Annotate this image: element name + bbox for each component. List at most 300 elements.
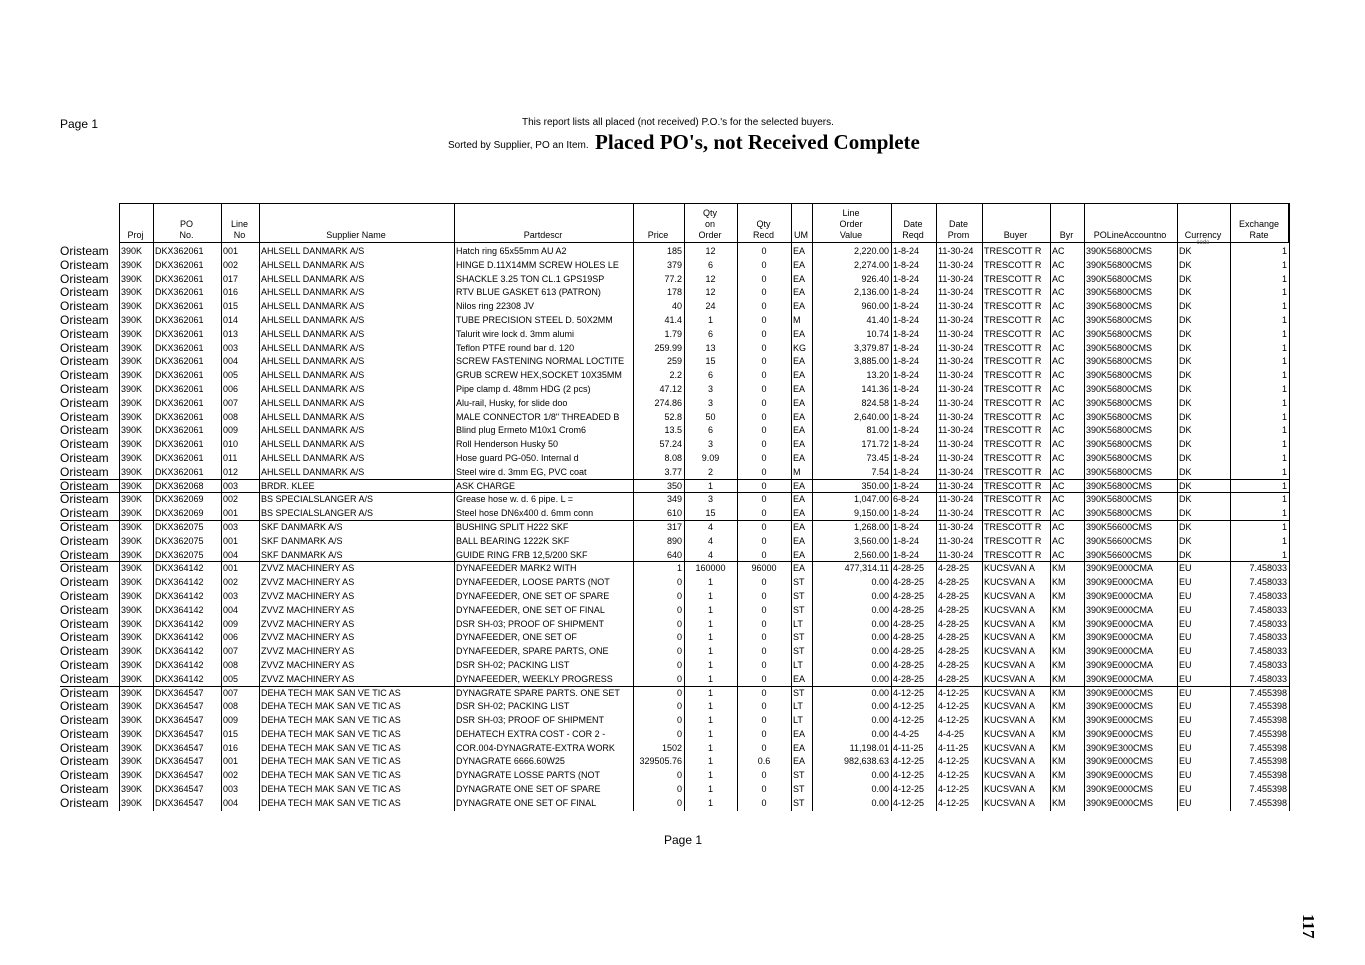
- row-brand: Oristeam: [60, 438, 109, 452]
- cell-recd: 0: [761, 480, 767, 491]
- cell-part: ASK CHARGE: [456, 480, 516, 491]
- cell-um: EA: [793, 301, 806, 312]
- cell-prom: 11-30-24: [938, 356, 974, 367]
- cell-um: EA: [793, 425, 806, 436]
- cell-rate: 7.458033: [1249, 673, 1287, 684]
- cell-byr: KM: [1052, 742, 1066, 753]
- row-brand: Oristeam: [60, 589, 109, 603]
- cell-proj: 390K: [121, 370, 143, 381]
- cell-qty: 1: [707, 797, 713, 808]
- cell-rate: 7.458033: [1249, 577, 1287, 588]
- cell-po: DKX362061: [155, 287, 204, 298]
- cell-cur: EU: [1179, 742, 1192, 753]
- cell-qty: 4: [707, 535, 713, 546]
- cell-supplier: DEHA TECH MAK SAN VE TIC AS: [261, 742, 401, 753]
- cell-byr: KM: [1052, 784, 1066, 795]
- cell-reqd: 4-12-25: [893, 715, 925, 726]
- cell-byr: KM: [1052, 770, 1066, 781]
- cell-qty: 1: [707, 604, 713, 615]
- cell-reqd: 1-8-24: [893, 342, 920, 353]
- row-brand: Oristeam: [60, 245, 109, 258]
- cell-prom: 11-30-24: [938, 383, 974, 394]
- header-prom: Date Prom: [947, 219, 970, 240]
- cell-rate: 7.458033: [1249, 618, 1287, 629]
- cell-supplier: AHLSELL DANMARK A/S: [261, 342, 365, 353]
- cell-value: 0.00: [871, 673, 889, 684]
- table-row: [60, 520, 1290, 535]
- cell-value: 824.58: [861, 397, 889, 408]
- cell-supplier: DEHA TECH MAK SAN VE TIC AS: [261, 728, 401, 739]
- cell-supplier: BS SPECIALSLANGER A/S: [261, 508, 374, 519]
- cell-reqd: 1-8-24: [893, 259, 920, 270]
- cell-qty: 1: [707, 715, 713, 726]
- table-row: [60, 755, 1290, 769]
- cell-cur: DK: [1179, 273, 1192, 284]
- cell-supplier: DEHA TECH MAK SAN VE TIC AS: [261, 715, 401, 726]
- cell-reqd: 4-28-25: [893, 646, 925, 657]
- cell-proj: 390K: [121, 314, 143, 325]
- cell-buyer: KUCSVAN A: [984, 604, 1035, 615]
- cell-value: 0.00: [871, 715, 889, 726]
- cell-prom: 11-30-24: [938, 452, 974, 463]
- cell-part: DYNAGRATE ONE SET OF FINAL: [456, 797, 597, 808]
- cell-po: DKX362069: [155, 508, 204, 519]
- cell-acct: 390K9E000CMS: [1086, 715, 1154, 726]
- cell-part: Alu-rail, Husky, for slide doo: [456, 397, 568, 408]
- cell-cur: DK: [1179, 342, 1192, 353]
- cell-part: Roll Henderson Husky 50: [456, 439, 559, 450]
- cell-byr: KM: [1052, 563, 1066, 574]
- cell-rate: 7.455398: [1249, 784, 1287, 795]
- cell-value: 2,220.00: [853, 246, 889, 256]
- row-brand: Oristeam: [60, 576, 109, 590]
- row-brand: Oristeam: [60, 796, 109, 810]
- cell-acct: 390K9E000CMA: [1086, 673, 1154, 684]
- cell-cur: EU: [1179, 659, 1192, 670]
- cell-cur: DK: [1179, 535, 1192, 546]
- cell-qty: 15: [705, 356, 716, 367]
- cell-line: 003: [223, 590, 239, 601]
- cell-qty: 1: [707, 590, 713, 601]
- cell-line: 001: [223, 246, 239, 256]
- cell-po: DKX364547: [155, 742, 204, 753]
- table-row: [60, 273, 1290, 287]
- cell-cur: DK: [1179, 397, 1192, 408]
- cell-acct: 390K56800CMS: [1086, 246, 1153, 256]
- cell-po: DKX362061: [155, 259, 204, 270]
- cell-supplier: AHLSELL DANMARK A/S: [261, 273, 365, 284]
- cell-value: 2,136.00: [853, 287, 889, 298]
- cell-buyer: KUCSVAN A: [984, 728, 1035, 739]
- cell-prom: 11-30-24: [938, 439, 974, 450]
- cell-reqd: 1-8-24: [893, 452, 920, 463]
- cell-price: 41.4: [664, 314, 682, 325]
- report-title: Placed PO's, not Received Complete: [595, 130, 920, 154]
- table-row: [60, 300, 1290, 314]
- cell-value: 0.00: [871, 659, 889, 670]
- cell-prom: 4-12-25: [938, 687, 970, 698]
- cell-prom: 11-30-24: [938, 535, 974, 546]
- cell-byr: KM: [1052, 797, 1066, 808]
- cell-prom: 4-28-25: [938, 563, 970, 574]
- cell-rate: 1: [1281, 535, 1287, 546]
- cell-byr: KM: [1052, 728, 1066, 739]
- row-brand: Oristeam: [60, 755, 109, 769]
- cell-cur: DK: [1179, 246, 1192, 256]
- cell-po: DKX362061: [155, 246, 204, 256]
- cell-po: DKX362061: [155, 370, 204, 381]
- cell-rate: 7.455398: [1249, 687, 1287, 698]
- cell-line: 005: [223, 370, 239, 381]
- cell-line: 017: [223, 273, 239, 284]
- row-brand: Oristeam: [60, 727, 109, 741]
- cell-supplier: AHLSELL DANMARK A/S: [261, 411, 365, 422]
- cell-price: 40: [671, 301, 682, 312]
- table-row: [60, 424, 1290, 438]
- cell-supplier: ZVVZ MACHINERY AS: [261, 577, 355, 588]
- cell-acct: 390K56800CMS: [1086, 466, 1153, 477]
- cell-price: 8.08: [664, 452, 682, 463]
- cell-proj: 390K: [121, 452, 143, 463]
- table-row: [60, 355, 1290, 369]
- cell-byr: AC: [1052, 397, 1065, 408]
- cell-rate: 7.455398: [1249, 715, 1287, 726]
- cell-part: TUBE PRECISION STEEL D. 50X2MM: [456, 314, 613, 325]
- cell-reqd: 4-28-25: [893, 577, 925, 588]
- cell-line: 006: [223, 632, 239, 643]
- cell-supplier: AHLSELL DANMARK A/S: [261, 383, 365, 394]
- cell-qty: 4: [707, 549, 713, 560]
- header-byr: Byr: [1059, 230, 1074, 240]
- cell-value: 2,640.00: [853, 411, 889, 422]
- cell-line: 001: [223, 563, 239, 574]
- cell-part: DYNAGRATE ONE SET OF SPARE: [456, 784, 601, 795]
- cell-qty: 6: [707, 425, 713, 436]
- cell-recd: 0: [761, 577, 767, 588]
- cell-value: 0.00: [871, 770, 889, 781]
- cell-part: Hose guard PG-050. Internal d: [456, 452, 579, 463]
- cell-acct: 390K56800CMS: [1086, 301, 1153, 312]
- row-brand: Oristeam: [60, 382, 109, 396]
- table-row: [60, 714, 1290, 728]
- cell-value: 3,560.00: [853, 535, 889, 546]
- cell-rate: 1: [1281, 301, 1287, 312]
- row-brand: Oristeam: [60, 355, 109, 369]
- cell-um: EA: [793, 508, 806, 519]
- cell-reqd: 4-28-25: [893, 563, 925, 574]
- cell-price: 0: [676, 632, 682, 643]
- cell-price: 259.99: [654, 342, 682, 353]
- cell-buyer: TRESCOTT R: [984, 411, 1042, 422]
- cell-price: 0: [676, 770, 682, 781]
- cell-po: DKX364547: [155, 784, 204, 795]
- cell-supplier: SKF DANMARK A/S: [261, 521, 343, 532]
- table-row: [60, 438, 1290, 452]
- cell-byr: AC: [1052, 521, 1065, 532]
- cell-rate: 7.458033: [1249, 659, 1287, 670]
- cell-value: 0.00: [871, 701, 889, 712]
- table-row: [60, 686, 1290, 701]
- cell-prom: 4-12-25: [938, 770, 970, 781]
- cell-price: 0: [676, 715, 682, 726]
- cell-price: 259: [666, 356, 682, 367]
- cell-reqd: 1-8-24: [893, 287, 920, 298]
- cell-price: 77.2: [664, 273, 682, 284]
- row-brand: Oristeam: [60, 410, 109, 424]
- cell-po: DKX364142: [155, 632, 204, 643]
- cell-rate: 7.455398: [1249, 701, 1287, 712]
- cell-rate: 1: [1281, 273, 1287, 284]
- cell-value: 960.00: [861, 301, 889, 312]
- table-row: [60, 561, 1290, 576]
- cell-qty: 4: [707, 521, 713, 532]
- cell-rate: 1: [1281, 508, 1287, 519]
- cell-rate: 1: [1281, 246, 1287, 256]
- cell-price: 0: [676, 618, 682, 629]
- cell-recd: 0: [761, 370, 767, 381]
- cell-po: DKX362069: [155, 494, 204, 505]
- cell-supplier: DEHA TECH MAK SAN VE TIC AS: [261, 770, 401, 781]
- cell-acct: 390K9E000CMS: [1086, 687, 1154, 698]
- cell-proj: 390K: [121, 301, 143, 312]
- cell-po: DKX362061: [155, 452, 204, 463]
- cell-acct: 390K56800CMS: [1086, 328, 1153, 339]
- row-brand: Oristeam: [60, 645, 109, 659]
- cell-value: 171.72: [861, 439, 889, 450]
- cell-reqd: 4-12-25: [893, 756, 925, 767]
- cell-qty: 160000: [695, 563, 726, 574]
- cell-line: 002: [223, 770, 239, 781]
- cell-byr: AC: [1052, 452, 1065, 463]
- cell-buyer: TRESCOTT R: [984, 425, 1042, 436]
- cell-line: 016: [223, 287, 239, 298]
- row-brand: Oristeam: [60, 603, 109, 617]
- cell-qty: 3: [707, 439, 713, 450]
- cell-um: EA: [793, 535, 806, 546]
- cell-proj: 390K: [121, 770, 143, 781]
- cell-prom: 4-12-25: [938, 797, 970, 808]
- cell-buyer: TRESCOTT R: [984, 273, 1042, 284]
- cell-line: 009: [223, 618, 239, 629]
- cell-reqd: 4-12-25: [893, 797, 925, 808]
- row-brand: Oristeam: [60, 534, 109, 548]
- header-um: UM: [794, 230, 808, 240]
- cell-byr: KM: [1052, 646, 1066, 657]
- cell-value: 0.00: [871, 590, 889, 601]
- cell-cur: DK: [1179, 301, 1192, 312]
- cell-um: LT: [793, 715, 803, 726]
- cell-supplier: AHLSELL DANMARK A/S: [261, 314, 365, 325]
- row-brand: Oristeam: [60, 424, 109, 438]
- page-label: Page 1: [60, 117, 99, 131]
- cell-acct: 390K9E000CMS: [1086, 756, 1154, 767]
- header-price: Price: [647, 230, 669, 240]
- cell-po: DKX362075: [155, 521, 204, 532]
- cell-buyer: TRESCOTT R: [984, 356, 1042, 367]
- cell-line: 008: [223, 701, 239, 712]
- cell-supplier: AHLSELL DANMARK A/S: [261, 397, 365, 408]
- cell-rate: 1: [1281, 521, 1287, 532]
- cell-line: 002: [223, 577, 239, 588]
- cell-supplier: BS SPECIALSLANGER A/S: [261, 494, 374, 505]
- cell-rate: 1: [1281, 342, 1287, 353]
- cell-cur: EU: [1179, 673, 1192, 684]
- cell-line: 003: [223, 521, 239, 532]
- cell-po: DKX364547: [155, 756, 204, 767]
- cell-proj: 390K: [121, 397, 143, 408]
- cell-prom: 4-12-25: [938, 701, 970, 712]
- cell-proj: 390K: [121, 535, 143, 546]
- cell-reqd: 1-8-24: [893, 439, 920, 450]
- cell-cur: DK: [1179, 508, 1192, 519]
- cell-proj: 390K: [121, 756, 143, 767]
- cell-buyer: KUCSVAN A: [984, 618, 1035, 629]
- row-brand: Oristeam: [60, 369, 109, 383]
- cell-qty: 6: [707, 370, 713, 381]
- cell-rate: 7.458033: [1249, 632, 1287, 643]
- cell-um: EA: [793, 273, 806, 284]
- cell-value: 10.74: [866, 328, 889, 339]
- cell-cur: DK: [1179, 549, 1192, 560]
- cell-um: ST: [793, 784, 805, 795]
- cell-part: SHACKLE 3.25 TON CL.1 GPS19SP: [456, 273, 605, 284]
- cell-buyer: KUCSVAN A: [984, 742, 1035, 753]
- cell-po: DKX362075: [155, 535, 204, 546]
- header-part: Partdescr: [523, 230, 563, 240]
- cell-line: 011: [223, 452, 238, 463]
- report-description: This report lists all placed (not received) P.O.'s for the selected buyers.: [522, 117, 834, 128]
- cell-cur: DK: [1179, 439, 1192, 450]
- table-row: [60, 769, 1290, 783]
- cell-buyer: TRESCOTT R: [984, 452, 1042, 463]
- cell-supplier: DEHA TECH MAK SAN VE TIC AS: [261, 701, 401, 712]
- row-brand: Oristeam: [60, 313, 109, 327]
- cell-reqd: 1-8-24: [893, 508, 920, 519]
- cell-um: EA: [793, 480, 806, 491]
- cell-rate: 7.455398: [1249, 797, 1287, 808]
- cell-recd: 0: [761, 770, 767, 781]
- cell-buyer: KUCSVAN A: [984, 797, 1035, 808]
- cell-byr: AC: [1052, 301, 1065, 312]
- cell-po: DKX364142: [155, 590, 204, 601]
- cell-supplier: ZVVZ MACHINERY AS: [261, 673, 355, 684]
- cell-price: 317: [666, 521, 682, 532]
- cell-part: DYNAFEEDER, LOOSE PARTS (NOT: [456, 577, 610, 588]
- cell-reqd: 1-8-24: [893, 549, 920, 560]
- cell-qty: 1: [707, 480, 713, 491]
- cell-proj: 390K: [121, 425, 143, 436]
- cell-um: ST: [793, 797, 805, 808]
- cell-cur: EU: [1179, 590, 1192, 601]
- cell-um: EA: [793, 742, 806, 753]
- cell-buyer: TRESCOTT R: [984, 259, 1042, 270]
- table-row: [60, 397, 1290, 411]
- cell-rate: 7.458033: [1249, 646, 1287, 657]
- cell-byr: AC: [1052, 439, 1065, 450]
- cell-part: RTV BLUE GASKET 613 (PATRON): [456, 287, 601, 298]
- cell-recd: 0: [761, 549, 767, 560]
- header-acct: POLineAccountno: [1093, 230, 1167, 240]
- cell-rate: 7.458033: [1249, 590, 1287, 601]
- cell-part: Grease hose w. d. 6 pipe. L =: [456, 494, 573, 505]
- cell-proj: 390K: [121, 287, 143, 298]
- cell-cur: DK: [1179, 425, 1192, 436]
- cell-qty: 50: [705, 411, 716, 422]
- cell-price: 0: [676, 577, 682, 588]
- cell-qty: 9.09: [701, 452, 720, 463]
- row-brand: Oristeam: [60, 520, 109, 534]
- cell-qty: 6: [707, 259, 713, 270]
- cell-recd: 0: [761, 287, 767, 298]
- row-brand: Oristeam: [60, 700, 109, 714]
- cell-acct: 390K56800CMS: [1086, 397, 1153, 408]
- cell-prom: 11-30-24: [938, 480, 974, 491]
- cell-proj: 390K: [121, 273, 143, 284]
- table-row: [60, 742, 1290, 756]
- cell-cur: DK: [1179, 356, 1192, 367]
- cell-recd: 0: [761, 411, 767, 422]
- cell-reqd: 4-28-25: [893, 604, 925, 615]
- cell-part: DYNAGRATE LOSSE PARTS (NOT: [456, 770, 601, 781]
- cell-cur: EU: [1179, 604, 1192, 615]
- cell-acct: 390K56800CMS: [1086, 273, 1153, 284]
- cell-byr: AC: [1052, 549, 1065, 560]
- cell-rate: 7.455398: [1249, 756, 1287, 767]
- cell-byr: AC: [1052, 246, 1065, 256]
- cell-po: DKX364142: [155, 577, 204, 588]
- cell-proj: 390K: [121, 577, 143, 588]
- table-row: [60, 286, 1290, 300]
- row-brand: Oristeam: [60, 451, 109, 465]
- table-row: [60, 590, 1290, 604]
- cell-supplier: DEHA TECH MAK SAN VE TIC AS: [261, 797, 401, 808]
- cell-proj: 390K: [121, 715, 143, 726]
- cell-supplier: ZVVZ MACHINERY AS: [261, 659, 355, 670]
- cell-acct: 390K56800CMS: [1086, 411, 1153, 422]
- cell-qty: 13: [705, 342, 716, 353]
- cell-qty: 15: [705, 508, 716, 519]
- cell-po: DKX362061: [155, 397, 204, 408]
- cell-byr: KM: [1052, 590, 1066, 601]
- cell-line: 001: [223, 756, 239, 767]
- cell-buyer: TRESCOTT R: [984, 466, 1042, 477]
- cell-value: 11,198.01: [849, 742, 889, 753]
- cell-po: DKX364547: [155, 770, 204, 781]
- cell-supplier: SKF DANMARK A/S: [261, 549, 343, 560]
- cell-acct: 390K56800CMS: [1086, 383, 1153, 394]
- cell-rate: 1: [1281, 480, 1287, 491]
- cell-cur: DK: [1179, 494, 1192, 505]
- cell-po: DKX364142: [155, 618, 204, 629]
- cell-reqd: 1-8-24: [893, 246, 920, 256]
- row-brand: Oristeam: [60, 741, 109, 755]
- cell-acct: 390K9E000CMS: [1086, 728, 1154, 739]
- cell-reqd: 1-8-24: [893, 521, 920, 532]
- cell-buyer: TRESCOTT R: [984, 508, 1042, 519]
- cell-rate: 1: [1281, 466, 1287, 477]
- table-row: [60, 631, 1290, 645]
- cell-acct: 390K56600CMS: [1086, 549, 1153, 560]
- cell-qty: 1: [707, 770, 713, 781]
- row-brand: Oristeam: [60, 465, 109, 479]
- cell-buyer: KUCSVAN A: [984, 590, 1035, 601]
- cell-recd: 0: [761, 356, 767, 367]
- row-brand: Oristeam: [60, 658, 109, 672]
- footer-page-label: Page 1: [664, 833, 703, 847]
- cell-rate: 7.455398: [1249, 770, 1287, 781]
- cell-line: 010: [223, 439, 239, 450]
- cell-acct: 390K9E000CMA: [1086, 604, 1154, 615]
